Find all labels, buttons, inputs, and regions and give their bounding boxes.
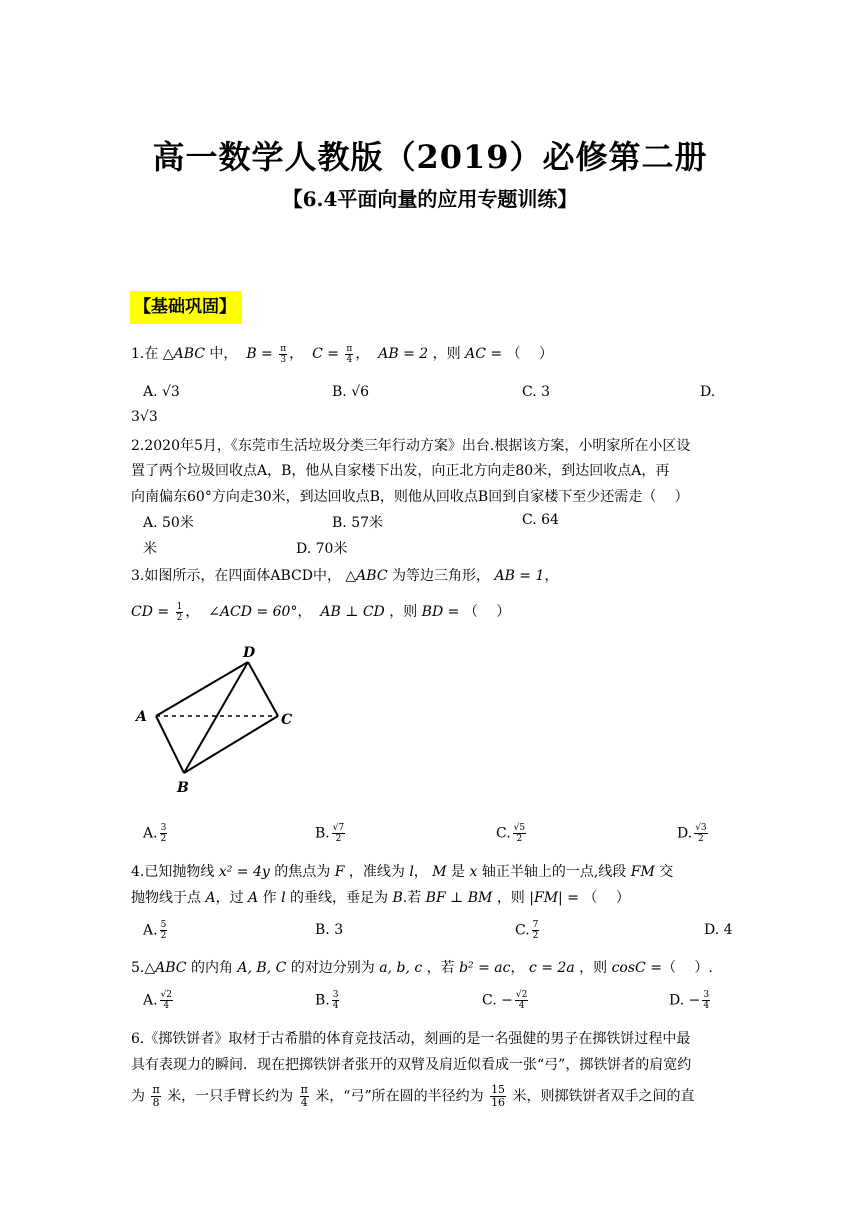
page-title: 高一数学人教版（2019）必修第二册 [152,138,708,176]
q5-option-d: D. − $\frac{3}{4}$ [669,990,710,1011]
q3-option-c: C. $\frac{√5}{2}$ [496,823,526,844]
tetrahedron-figure [130,642,300,806]
q6-line-3: 为 $\frac{\pi}{8}$ 米，一只手臂长约为 $\frac{\pi}{4}$ 米，“弓”所在圆的半径约为 $\frac{15}{16}$ 米，则掷铁饼者双手之间的直 [131,1083,695,1109]
q2-option-c: C. 64 [522,512,559,528]
q2-option-d: D. 70米 [296,541,348,557]
q6-line-1: 6.《掷铁饼者》取材于古希腊的体育竞技活动，刻画的是一名强健的男子在掷铁饼过程中最 [131,1031,691,1047]
q2-line-3: 向南偏东60°方向走30米，到达回收点B，则他从回收点B回到自家楼下至少还需走（ ） [131,489,689,505]
edge-dc [248,662,278,716]
q3-line-2: CD = $\frac{1}{2}$ ， ∠ACD = 60°， AB ⊥ CD ，则 BD = （ ） [131,601,511,623]
q3-option-d: D. $\frac{√3}{2}$ [677,823,707,844]
q5-option-b: B. $\frac{3}{4}$ [315,990,339,1011]
fraction: $\frac{\pi}{3}$ [280,343,287,365]
edge-bc [184,716,278,773]
vertex-label-d: D [243,645,256,661]
page-subtitle: 【6.4平面向量的应用专题训练】 [282,187,578,211]
q5-stem: 5.△ABC 的内角 A, B, C 的对边分别为 a, b, c ，若 b² = ac， c = 2a ，则 cosC =（ ）. [131,960,713,976]
q6-line-2: 具有表现力的瞬间．现在把掷铁饼者张开的双臂及肩近似看成一张“弓”，掷铁饼者的肩宽约 [131,1057,692,1073]
q4-line-1: 4.已知抛物线 x² = 4y 的焦点为 F ，准线为 l， M 是 x 轴正半轴上的一点,线段 FM 交 [131,864,674,880]
q2-option-b: B. 57米 [332,515,384,531]
vertex-label-a: A [136,709,147,725]
vertex-label-b: B [177,780,189,796]
q4-option-b: B. 3 [315,922,344,938]
q3-line-1: 3.如图所示，在四面体ABCD中， △ABC 为等边三角形， AB = 1， [131,568,559,584]
q1-option-b: B. √6 [332,384,370,400]
q1-option-c: C. 3 [522,384,551,400]
q5-option-c: C. − $\frac{√2}{4}$ [482,990,528,1011]
q1-stem: 1.在 △ABC 中， B = $\frac{\pi}{3}$ ， C = $\frac{\pi}{4}$ ， AB = 2 ，则 AC = （ ） [131,343,554,365]
vertex-label-c: C [281,712,293,728]
section-heading-basic: 【基础巩固】 [130,291,242,324]
q1-option-d: D. [700,384,716,400]
q4-option-c: C. $\frac{7}{2}$ [515,920,539,941]
q2-line-2: 置了两个垃圾回收点A，B，他从自家楼下出发，向正北方向走80米，到达回收点A，再 [131,463,670,479]
q4-option-a: A. $\frac{5}{2}$ [143,920,167,941]
q3-option-a: A. $\frac{3}{2}$ [143,823,167,844]
q4-line-2: 抛物线于点 A，过 A 作 l 的垂线，垂足为 B.若 BF ⊥ BM ，则 |FM| = （ ） [131,890,630,906]
tetrahedron-diagram [130,642,300,802]
q5-option-a: A. $\frac{√2}{4}$ [143,990,173,1011]
fraction: $\frac{\pi}{4}$ [346,343,353,365]
edge-bd [184,662,248,773]
q1-option-d-value: 3√3 [131,409,158,425]
q4-option-d: D. 4 [704,922,733,938]
q3-option-b: B. $\frac{√7}{2}$ [315,823,345,844]
q2-option-a: A. 50米 [143,515,194,531]
q2-option-c-unit: 米 [143,541,157,557]
edge-ad [156,662,248,716]
q2-line-1: 2.2020年5月，《东莞市生活垃圾分类三年行动方案》出台.根据该方案，小明家所在小区设 [131,438,691,454]
edge-ab [156,716,184,773]
fraction: $\frac{1}{2}$ [176,601,183,623]
q1-option-a: A. √3 [143,384,180,400]
